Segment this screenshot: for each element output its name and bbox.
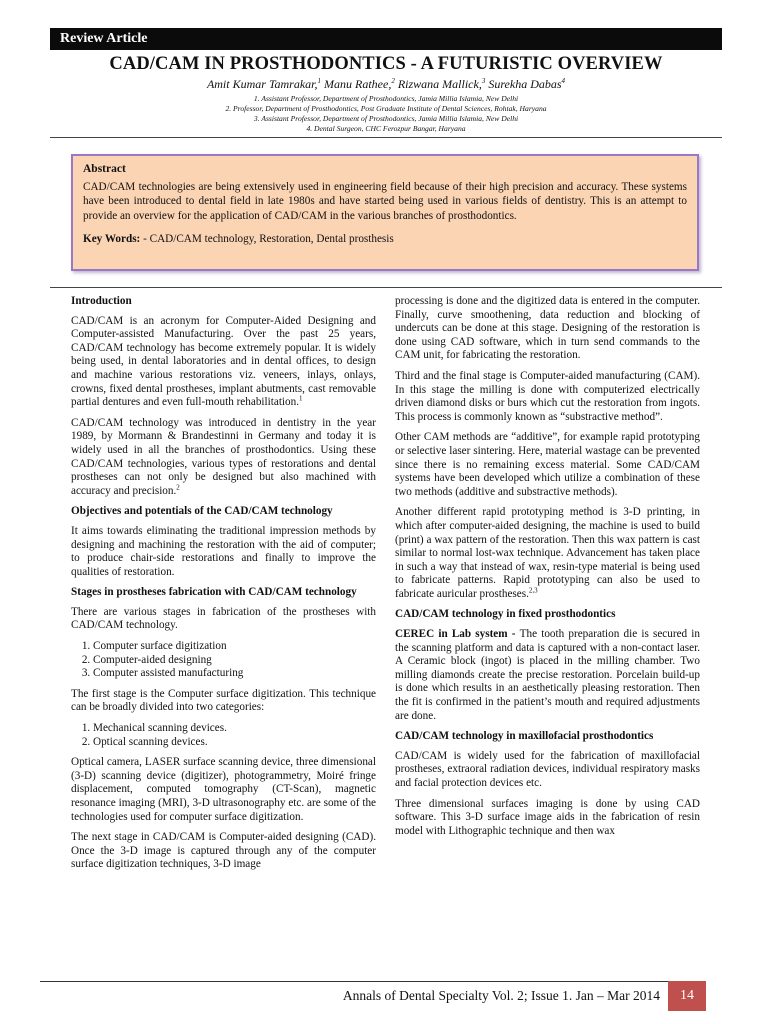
header-divider [50,137,722,138]
stages-list [71,640,376,681]
affiliation-line: 3. Assistant Professor, Department of Prosthodontics, Jamia Millia Islamia, New Delhi [253,114,519,123]
list-item: 2. Computer-aided designing [93,654,376,668]
fixed-prosthodontics-heading: CAD/CAM technology in fixed prosthodontics [395,608,616,621]
paragraph: Third and the final stage is Computer-aided manufacturing (CAM). In this stage the milling is done with computerized electrically driven diamond disks or burs which cut the restoration from ingots. This process is commonly known as “substractive method”. [395,369,700,423]
paragraph-text: Another different rapid prototyping method is 3-D printing, in which after computer-aided designing, the machine is used to build (print) a wax pattern of the restoration. Then this wax pattern is cast similar to normal lost-wax technique. Advancement has taken place in such a way that instead of wax, resin-type material is being used to fabricate patterns. Rapid prototyping can also be used to fabricate auricular prostheses. [395,506,700,600]
paragraph: It aims towards eliminating the traditional impression methods by designing and machining the restoration with the aid of computer; to produce chair-side restorations and finally to improve the qualities of restoration. [71,524,376,578]
section-banner [50,28,722,50]
author-affiliation-marker: 3 [481,77,486,85]
abstract-body: CAD/CAM technologies are being extensively used in engineering field because of their high precision and accuracy. These systems have been introduced to dental field in late 1980s and have started being used in various fields of dentistry. This is an attempt to provide an overview for the application of CAD/CAM in the various branches of prosthodontics. [83,181,687,222]
keywords-label: Key Words: [83,232,141,245]
paragraph [395,506,700,601]
paragraph-text: CAD/CAM technology was introduced in dentistry in the year 1989, by Mormann & Brandestinni in Germany and today it is widely used in all the branches of prosthodontics. Using these CAD/CAM technologies, various types of restorations and dental prostheses can not only be designed but also machined with accuracy and precision. [71,416,376,497]
author-list [50,77,722,92]
author-affiliation-marker: 1 [317,77,322,85]
author-affiliation-marker: 4 [561,77,566,85]
paragraph: The next stage in CAD/CAM is Computer-aided designing (CAD). Once the 3-D image is captured through any of the computer surface digitization techniques, 3-D image [71,831,376,871]
maxillofacial-heading: CAD/CAM technology in maxillofacial prosthodontics [395,730,654,743]
list-item: 1. Mechanical scanning devices. [93,722,376,736]
citation: 1 [299,394,303,403]
affiliation-line: 4. Dental Surgeon, CHC Ferozpur Bangar, Haryana [306,124,466,133]
citation: 2 [176,482,180,491]
author-name: Surekha Dabas [488,77,562,91]
paragraph [71,417,376,499]
author-affiliation-marker: 2 [391,77,395,85]
scanning-list [71,722,376,749]
paragraph [71,315,376,410]
page-number: 14 [668,981,706,1011]
affiliation-line: 2. Professor, Department of Prosthodontics, Post Graduate Institute of Dental Sciences, Rohtak, Haryana [225,104,547,113]
introduction-heading: Introduction [71,295,132,307]
stages-heading: Stages in prostheses fabrication with CAD/CAM technology [71,586,357,599]
keywords-values: - CAD/CAM technology, Restoration, Dental prosthesis [140,232,394,245]
list-item: 1. Computer surface digitization [93,640,376,654]
citation: 2,3 [528,586,538,595]
abstract-box [71,154,699,271]
list-item: 2. Optical scanning devices. [93,736,376,750]
paragraph: CAD/CAM is widely used for the fabrication of maxillofacial prostheses, extraoral radiation devices, individual respiratory masks and facial protection devices etc. [395,749,700,789]
paragraph: processing is done and the digitized data is entered in the computer. Finally, curve smoothening, data reduction and blocking of undercuts can be done at this stage. Designing of the restoration is done using CAD software, which in turn send commands to the CAM unit, for fabricating the restoration. [395,295,700,362]
paragraph: Three dimensional surfaces imaging is done by using CAD software. This 3-D surface image aids in the fabrication of resin model with Lithographic technique and then wax [395,797,700,837]
right-column [395,295,700,845]
paragraph: The first stage is the Computer surface digitization. This technique can be broadly divided into two categories: [71,687,376,714]
abstract-heading: Abstract [83,163,126,175]
affiliation-line: 1. Assistant Professor, Department of Prosthodontics, Jamia Millia Islamia, New Delhi [253,94,519,103]
author-name: Manu Rathee, [324,77,392,91]
footer-divider [40,981,672,982]
author-name: Rizwana Mallick, [397,77,482,91]
paragraph-text: The tooth preparation die is secured in the scanning platform and data is captured with a non-contact laser. A Ceramic block (ingot) is placed in the milling chamber. Two milling diamonds create the precise restoration. Porcelain build-up is done which results in an aesthetically pleasing restoration. Then the fit is confirmed in the patient’s mouth and required adjustments are done. [395,628,700,722]
abstract-divider [50,287,722,288]
journal-citation: Annals of Dental Specialty Vol. 2; Issue 1. Jan – Mar 2014 [342,988,660,1003]
paragraph: There are various stages in fabrication of the prostheses with CAD/CAM technology. [71,605,376,632]
paragraph [395,628,700,723]
cerec-lead: CEREC in Lab system - [395,628,520,641]
paragraph-text: CAD/CAM is an acronym for Computer-Aided Designing and Computer-assisted Manufacturing. Over the past 25 years, CAD/CAM technology has become extremely popular. It is widely being used, in dental laboratories and in dental offices, to design and machine various restorations viz. veneers, inlays, onlays, crowns, fixed dental prostheses, implant abutments, cast removable partial dentures and even full-mouth rehabilitation. [71,314,376,409]
section-label: Review Article [60,31,148,46]
left-column [71,295,376,879]
author-name: Amit Kumar Tamrakar, [206,77,318,91]
paragraph: Other CAM methods are “additive”, for example rapid prototyping or selective laser sintering. Here, material wastage can be prevented since there is no remaining excess material. Some CAD/CAM systems have been developed which utilize a combination of these two methods (additive and substractive methods). [395,431,700,498]
paragraph: Optical camera, LASER surface scanning device, three dimensional (3-D) scanning device (digitizer), photogrammetry, Moiré fringe displacement, computed tomography (CT-Scan), magnetic resonance imaging (MRI), 3-D ultrasonography etc. are some of the technologies used for computer surface digitization. [71,756,376,823]
list-item: 3. Computer assisted manufacturing [93,667,376,681]
keywords-line [83,232,687,246]
objectives-heading: Objectives and potentials of the CAD/CAM technology [71,505,333,518]
article-title: CAD/CAM IN PROSTHODONTICS - A FUTURISTIC OVERVIEW [109,54,663,74]
